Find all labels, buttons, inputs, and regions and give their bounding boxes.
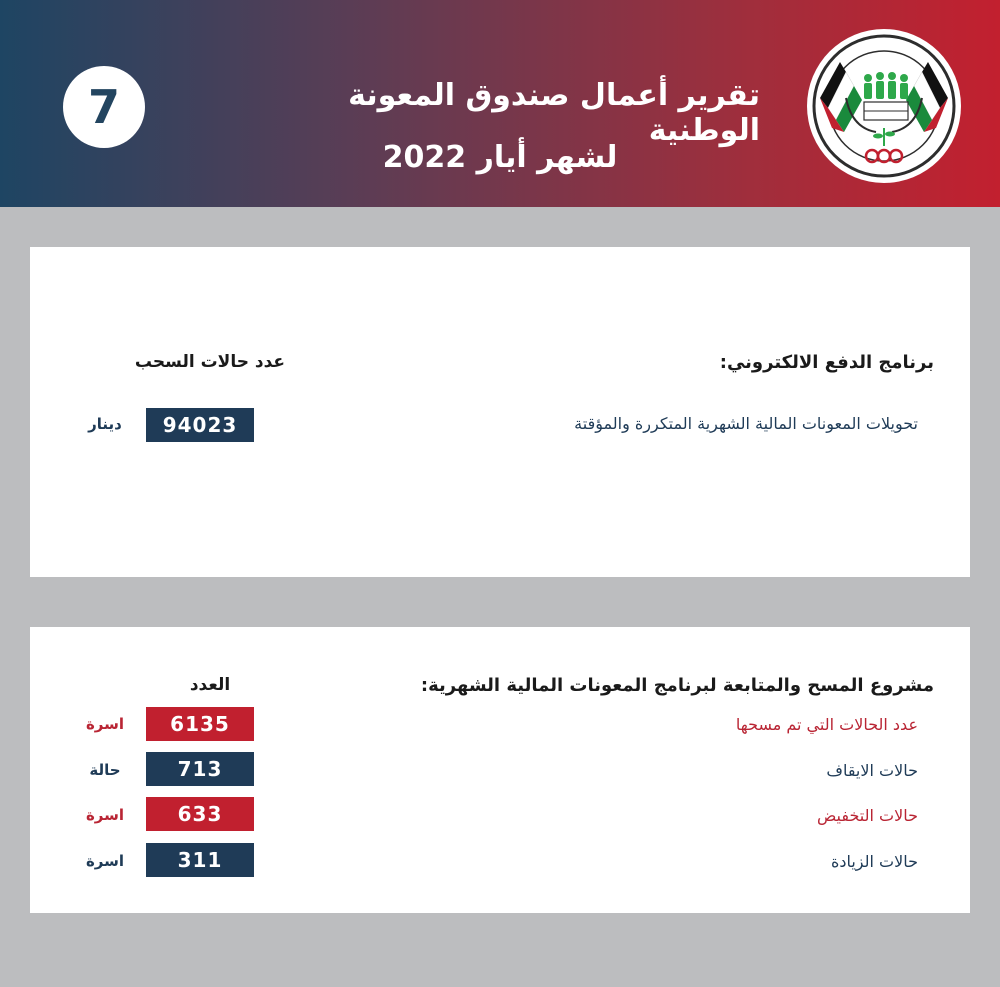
surveyed-cases-label: عدد الحالات التي تم مسحها — [735, 715, 918, 734]
increase-cases-label: حالات الزيادة — [830, 852, 918, 871]
increase-cases-value: 311 — [146, 843, 254, 877]
report-subtitle: لشهر أيار 2022 — [382, 140, 618, 175]
reduction-cases-unit: اسرة — [85, 806, 125, 824]
transfers-label: تحويلات المعونات المالية الشهرية المتكررة والمؤقتة — [574, 414, 918, 433]
suspension-cases-unit: حالة — [89, 761, 121, 779]
header-banner — [0, 0, 1000, 207]
electronic-payment-card — [30, 247, 970, 577]
suspension-cases-value: 713 — [146, 752, 254, 786]
count-column-header: العدد — [189, 675, 231, 695]
withdrawals-column-header: عدد حالات السحب — [134, 352, 286, 372]
survey-card — [30, 627, 970, 913]
reduction-cases-value: 633 — [146, 797, 254, 831]
transfers-unit: دينار — [88, 415, 122, 433]
page-number-badge: 7 — [63, 66, 145, 148]
increase-cases-unit: اسرة — [85, 852, 125, 870]
reduction-cases-label: حالات التخفيض — [816, 806, 918, 825]
surveyed-cases-unit: اسرة — [85, 715, 125, 733]
survey-title: مشروع المسح والمتابعة لبرنامج المعونات المالية الشهرية: — [420, 675, 934, 696]
ministry-logo-icon — [806, 28, 962, 184]
transfers-value: 94023 — [146, 408, 254, 442]
report-title: تقرير أعمال صندوق المعونة الوطنية — [348, 78, 760, 148]
suspension-cases-label: حالات الايقاف — [826, 761, 918, 780]
surveyed-cases-value: 6135 — [146, 707, 254, 741]
electronic-payment-title: برنامج الدفع الالكتروني: — [719, 352, 934, 373]
